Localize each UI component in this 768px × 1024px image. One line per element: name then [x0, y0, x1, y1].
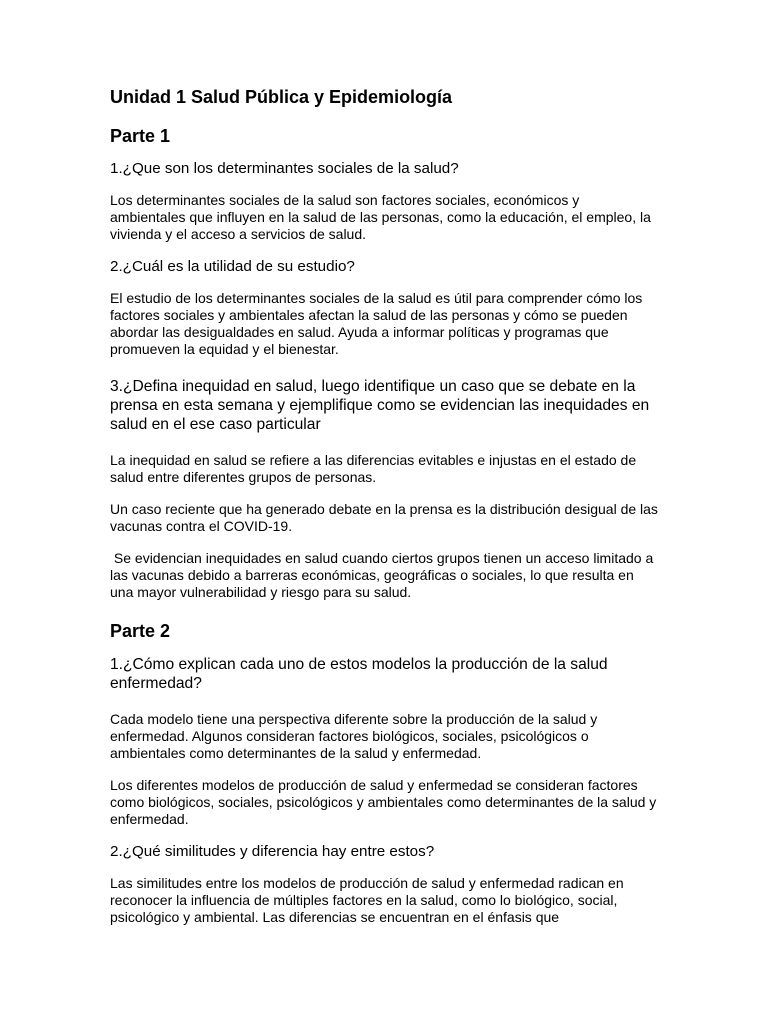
- part2-answer-1-paragraph-1: Cada modelo tiene una perspectiva diferente sobre la producción de la salud y enfermedad. Algunos consideran factores biológicos, sociales, psicológicos o ambientales como determinantes de la salud y enfermedad.: [110, 711, 598, 761]
- part1-question-2: 2.¿Cuál es la utilidad de su estudio?: [110, 258, 355, 275]
- part1-question-1: 1.¿Que son los determinantes sociales de la salud?: [110, 160, 459, 177]
- part1-answer-1: Los determinantes sociales de la salud son factores sociales, económicos y ambientales que influyen en la salud de las personas, como la educación, el empleo, la vivienda y el acceso a servicios de salud.: [110, 192, 651, 242]
- document-content: [110, 86, 658, 941]
- part2-answer-1-paragraph-2: Los diferentes modelos de producción de salud y enfermedad se consideran factores como biológicos, sociales, psicológicos y ambientales como determinantes de la salud y enfermedad.: [110, 777, 657, 827]
- document-title: Unidad 1 Salud Pública y Epidemiología: [110, 87, 453, 107]
- part2-question-1: 1.¿Cómo explican cada uno de estos modelos la producción de la salud enfermedad?: [110, 656, 608, 692]
- part1-answer-2: El estudio de los determinantes sociales de la salud es útil para comprender cómo los factores sociales y ambientales afectan la salud de las personas y cómo se pueden abordar las desigualdades en salud. Ayuda a informar políticas y programas que promueven la equidad y el bienestar.: [110, 290, 643, 357]
- part2-question-2: 2.¿Qué similitudes y diferencia hay entre estos?: [110, 843, 435, 860]
- part2-heading: Parte 2: [110, 621, 171, 641]
- part1-answer-3-paragraph-2: Un caso reciente que ha generado debate en la prensa es la distribución desigual de las vacunas contra el COVID-19.: [110, 501, 658, 534]
- part1-answer-3-paragraph-3: Se evidencian inequidades en salud cuando ciertos grupos tienen un acceso limitado a las vacunas debido a barreras económicas, geográficas o sociales, lo que resulta en una mayor vulnerabilidad y riesgo para su salud.: [110, 550, 658, 600]
- part1-question-3: 3.¿Defina inequidad en salud, luego identifique un caso que se debate en la prensa en esta semana y ejemplifique como se evidencian las inequidades en salud en el ese caso particular: [110, 378, 650, 433]
- part1-answer-3-paragraph-1: La inequidad en salud se refiere a las diferencias evitables e injustas en el estado de salud entre diferentes grupos de personas.: [110, 452, 637, 485]
- part1-heading: Parte 1: [110, 126, 171, 146]
- part2-answer-2: Las similitudes entre los modelos de producción de salud y enfermedad radican en reconocer la influencia de múltiples factores en la salud, como lo biológico, social, psicológico y ambiental. Las diferencias se encuentran en el énfasis que: [110, 875, 624, 925]
